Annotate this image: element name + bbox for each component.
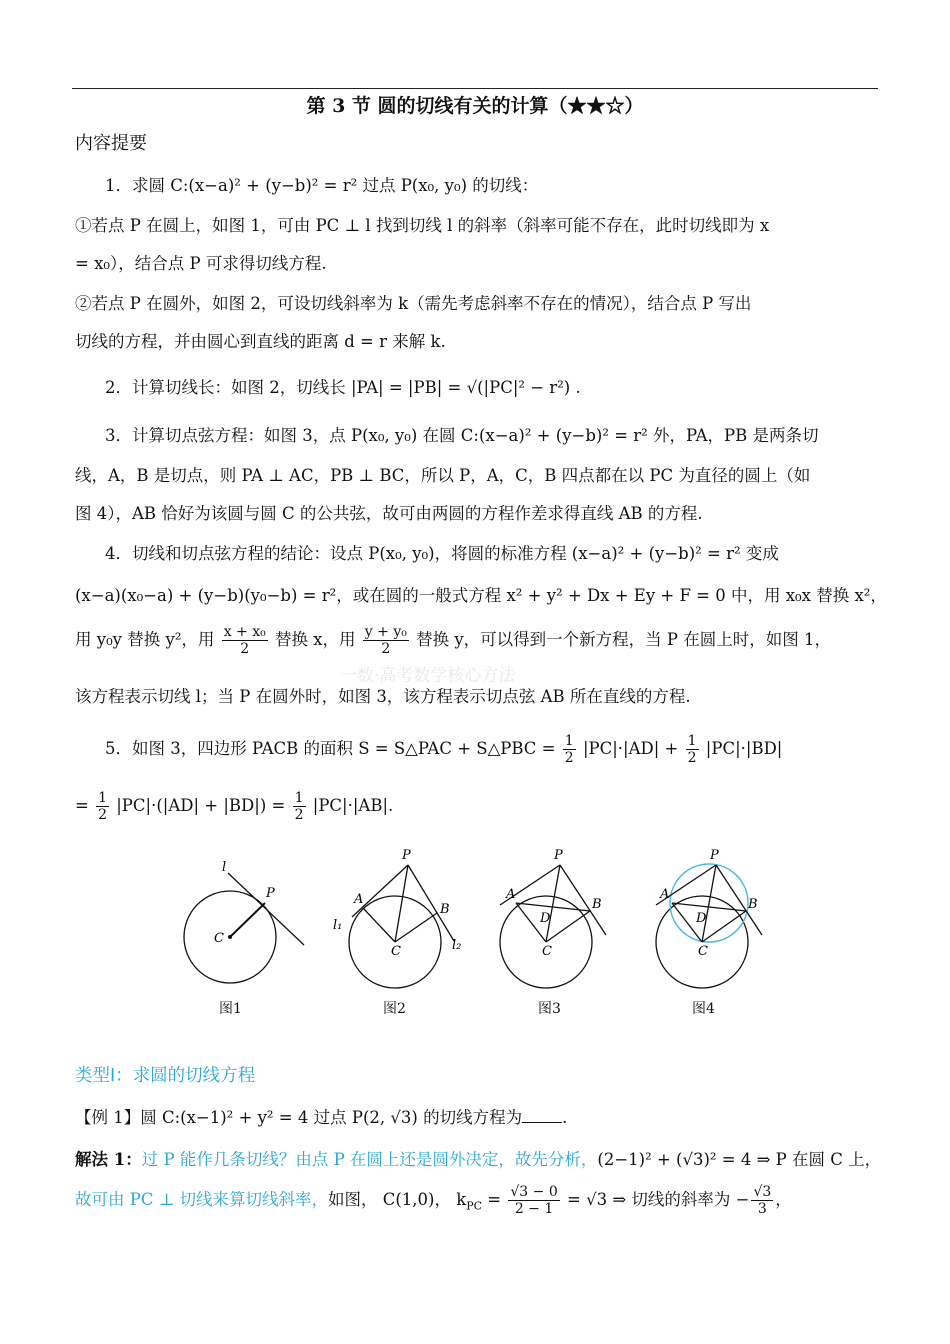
solution-hint-1: 过 P 能作几条切线？由点 P 在圆上还是圆外决定，故先分析， bbox=[141, 1150, 598, 1169]
fraction-x bbox=[222, 624, 268, 657]
fig3-label-c: C bbox=[542, 944, 552, 959]
solution-line1 bbox=[75, 1148, 881, 1172]
half-den: 2 bbox=[564, 750, 574, 766]
fig1-center-dot bbox=[228, 935, 232, 939]
figure-1-caption: 图1 bbox=[219, 1001, 242, 1017]
item-5-line1 bbox=[105, 733, 782, 766]
fig3-label-a: A bbox=[506, 887, 516, 902]
fig2-label-l2: l₂ bbox=[452, 938, 462, 953]
answer-blank bbox=[522, 1108, 562, 1123]
fraction-half-2 bbox=[686, 733, 699, 766]
half-num: 1 bbox=[687, 733, 697, 749]
solution-line2 bbox=[75, 1184, 792, 1218]
item-1b-line1: ②若点 P 在圆外，如图 2，可设切线斜率为 k（需先考虑斜率不存在的情况），结合点 P 写出 bbox=[75, 294, 752, 313]
fig2-label-b: B bbox=[440, 902, 450, 917]
item-5-line1-b: |PC|·|AD| + bbox=[582, 739, 679, 758]
fraction-half-1 bbox=[563, 733, 576, 766]
item-1: 1．求圆 C:(x−a)² + (y−b)² = r² 过点 P(x₀, y₀) 的切线： bbox=[105, 176, 539, 195]
summary-heading: 内容提要 bbox=[75, 133, 147, 154]
solution-calc-2c: = √3 ⇒ 切线的斜率为 − bbox=[567, 1190, 750, 1209]
item-4-line2: (x−a)(x₀−a) + (y−b)(y₀−b) = r²，或在圆的一般式方程 x² + y² + Dx + Ey + F = 0 中，用 x₀x 替换 x²， bbox=[75, 586, 887, 605]
figure-3-caption: 图3 bbox=[538, 1001, 561, 1017]
fig4-segment-pc bbox=[702, 865, 716, 942]
figure-2 bbox=[330, 845, 470, 995]
fig1-label-l: l bbox=[222, 860, 227, 875]
fig2-segment-pc bbox=[395, 865, 408, 942]
fraction-half-3 bbox=[96, 790, 109, 823]
figure-4 bbox=[646, 845, 776, 995]
fig2-label-c: C bbox=[391, 944, 401, 959]
figure-3 bbox=[490, 845, 620, 995]
item-4-line3-a: 用 y₀y 替换 y²，用 bbox=[75, 630, 215, 649]
fig3-label-d: D bbox=[540, 911, 551, 926]
figure-4-caption: 图4 bbox=[692, 1001, 715, 1017]
fig2-tangent-l1 bbox=[352, 865, 408, 917]
fig1-radius bbox=[230, 903, 265, 937]
figure-1 bbox=[170, 845, 320, 995]
solution-hint-2: 故可由 PC ⊥ 切线来算切线斜率， bbox=[75, 1190, 328, 1209]
item-5-line1-c: |PC|·|BD| bbox=[705, 739, 783, 758]
fraction-y-den: 2 bbox=[381, 641, 391, 657]
item-4-line3-b: 替换 x，用 bbox=[274, 630, 356, 649]
item-4-line3 bbox=[75, 624, 831, 657]
item-1b-line2: 切线的方程，并由圆心到直线的距离 d = r 来解 k. bbox=[75, 332, 446, 351]
half-den: 2 bbox=[294, 807, 304, 823]
tangent-slope-den: 3 bbox=[757, 1201, 767, 1217]
fraction-x-num: x + x₀ bbox=[223, 624, 266, 640]
item-5-line2-a: = bbox=[75, 796, 89, 815]
fig3-segment-bc bbox=[546, 911, 590, 942]
figure-2-caption: 图2 bbox=[383, 1001, 406, 1017]
fig1-tangent bbox=[228, 873, 304, 945]
fig4-label-a: A bbox=[660, 887, 670, 902]
item-5-line2-b: |PC|·(|AD| + |BD|) = bbox=[116, 796, 286, 815]
half-den: 2 bbox=[687, 750, 697, 766]
tangent-slope-num: √3 bbox=[753, 1184, 772, 1200]
item-5-line2-c: |PC|·|AB|. bbox=[312, 796, 394, 815]
fig3-label-p: P bbox=[554, 848, 563, 863]
half-den: 2 bbox=[98, 807, 107, 823]
top-rule bbox=[72, 88, 878, 89]
half-num: 1 bbox=[98, 790, 107, 806]
slope-fraction bbox=[508, 1184, 559, 1217]
section-title: 第 3 节 圆的切线有关的计算（★★☆） bbox=[306, 95, 644, 117]
fig2-label-p: P bbox=[402, 848, 411, 863]
solution-calc-2a: 如图， C(1,0)， k bbox=[327, 1190, 467, 1209]
item-1a-line2: = x₀），结合点 P 可求得切线方程. bbox=[75, 254, 327, 273]
fig4-label-b: B bbox=[748, 897, 758, 912]
fig2-label-l1: l₁ bbox=[333, 918, 343, 933]
fraction-y bbox=[363, 624, 409, 657]
fig1-label-c: C bbox=[214, 931, 224, 946]
tangent-slope-fraction bbox=[751, 1184, 773, 1217]
fig4-label-c: C bbox=[698, 944, 708, 959]
example-1-text: 【例 1】圆 C:(x−1)² + y² = 4 过点 P(2, √3) 的切线方程为 bbox=[75, 1108, 523, 1127]
solution-label: 解法 1： bbox=[75, 1150, 142, 1169]
watermark: 一数·高考数学核心方法 bbox=[340, 666, 516, 686]
fraction-y-num: y + y₀ bbox=[364, 624, 407, 640]
fig3-segment-pc bbox=[546, 865, 560, 942]
slope-subscript: PC bbox=[466, 1199, 483, 1213]
slope-fraction-num: √3 − 0 bbox=[510, 1184, 558, 1200]
item-4-line1: 4．切线和切点弦方程的结论：设点 P(x₀, y₀)，将圆的标准方程 (x−a)² + (y−b)² = r² 变成 bbox=[105, 544, 779, 563]
item-4-line3-c: 替换 y，可以得到一个新方程，当 P 在圆上时，如图 1， bbox=[416, 630, 832, 649]
fig2-label-a: A bbox=[354, 892, 364, 907]
fig4-label-d: D bbox=[696, 911, 707, 926]
fig2-segment-ac bbox=[363, 908, 395, 942]
fig2-segment-bc bbox=[395, 913, 437, 942]
item-5-line2 bbox=[75, 790, 393, 823]
fraction-x-den: 2 bbox=[240, 641, 250, 657]
fraction-half-4 bbox=[293, 790, 306, 823]
fig3-label-b: B bbox=[592, 897, 602, 912]
item-3-line2: 线，A，B 是切点，则 PA ⊥ AC，PB ⊥ BC，所以 P，A，C，B 四点都在以 PC 为直径的圆上（如 bbox=[75, 466, 811, 485]
half-num: 1 bbox=[564, 733, 574, 749]
half-num: 1 bbox=[294, 790, 304, 806]
solution-calc-1: (2−1)² + (√3)² = 4 ⇒ P 在圆 C 上， bbox=[597, 1150, 882, 1169]
solution-calc-2b: = bbox=[482, 1190, 502, 1209]
slope-fraction-den: 2 − 1 bbox=[514, 1201, 554, 1217]
item-4-line4: 该方程表示切线 l；当 P 在圆外时，如图 3，该方程表示切点弦 AB 所在直线的方程. bbox=[75, 687, 691, 706]
item-5-line1-a: 5．如图 3，四边形 PACB 的面积 S = S△PAC + S△PBC = bbox=[105, 739, 556, 758]
fig4-label-p: P bbox=[710, 848, 719, 863]
item-3-line3: 图 4），AB 恰好为该圆与圆 C 的公共弦，故可由两圆的方程作差求得直线 AB 的方程. bbox=[75, 504, 703, 523]
item-1a-line1: ①若点 P 在圆上，如图 1，可由 PC ⊥ l 找到切线 l 的斜率（斜率可能不存在，此时切线即为 x bbox=[75, 216, 770, 235]
type-heading: 类型Ⅰ：求圆的切线方程 bbox=[75, 1066, 256, 1086]
solution-end: ， bbox=[775, 1190, 792, 1209]
item-2: 2．计算切线长：如图 2，切线长 |PA| = |PB| = √(|PC|² − r²) . bbox=[105, 378, 581, 397]
fig1-label-p: P bbox=[266, 886, 275, 901]
item-3-line1: 3．计算切点弦方程：如图 3，点 P(x₀, y₀) 在圆 C:(x−a)² + (y−b)² = r² 外，PA，PB 是两条切 bbox=[105, 426, 819, 445]
example-1: 【例 1】圆 C:(x−1)² + y² = 4 过点 P(2, √3) 的切线方程为 . bbox=[75, 1108, 568, 1127]
